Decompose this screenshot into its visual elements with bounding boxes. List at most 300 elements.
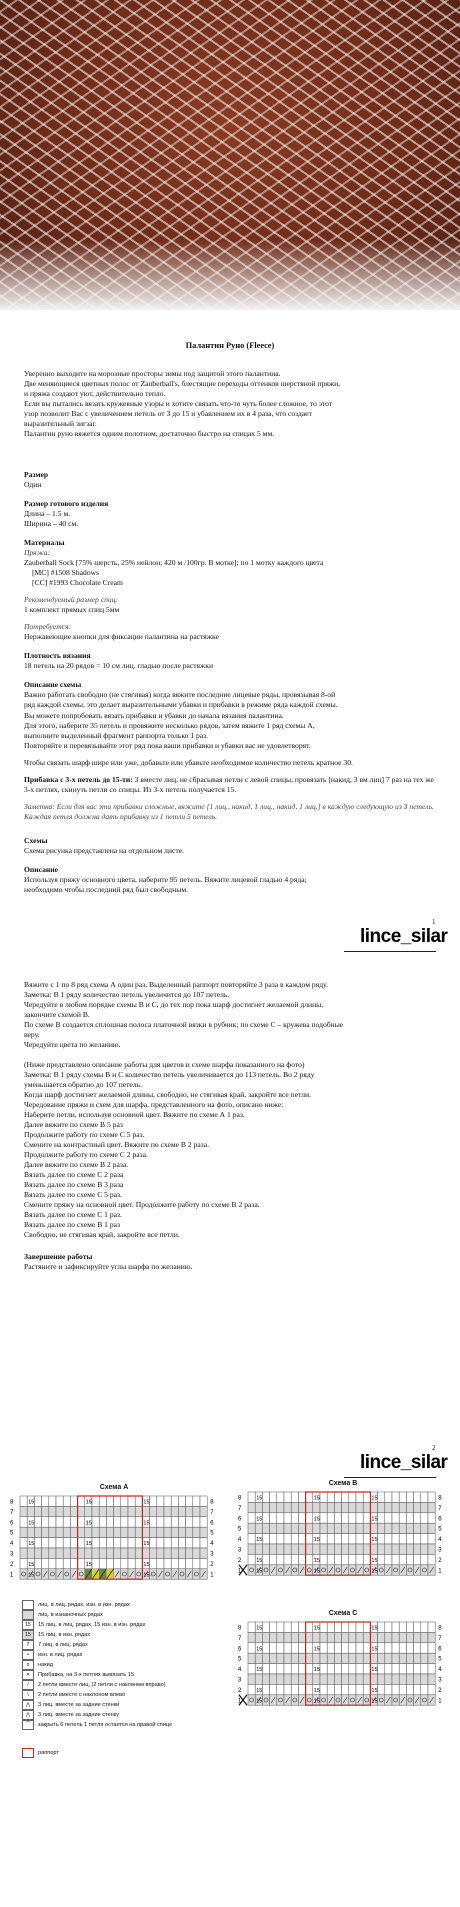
chart-cell xyxy=(392,1684,399,1694)
chart-cell xyxy=(327,1492,334,1502)
chart-cell xyxy=(42,1517,49,1527)
chart-cell xyxy=(106,1506,113,1516)
chart-cell xyxy=(284,1632,291,1642)
chart-cell xyxy=(135,1569,142,1579)
chart-cell xyxy=(342,1492,349,1502)
chart-cell xyxy=(363,1695,370,1705)
page-number-1: 1 xyxy=(432,918,436,926)
row-number: 4 xyxy=(210,1541,214,1548)
chart-cell xyxy=(49,1558,56,1568)
cell-label: 15 xyxy=(85,1541,92,1548)
row-number: 6 xyxy=(210,1520,214,1527)
cell-label: 15 xyxy=(371,1537,378,1544)
chart-cell xyxy=(406,1684,413,1694)
main-color: [MC] #1508 Shadows xyxy=(32,568,100,578)
chart-cell xyxy=(306,1622,313,1632)
chart-cell xyxy=(193,1538,200,1548)
chart-cell xyxy=(70,1496,77,1506)
description2-heading: Описание xyxy=(24,864,59,874)
chart-cell xyxy=(421,1544,428,1554)
needles-value: 1 комплект прямых спиц 5мм xyxy=(24,605,120,615)
chart-cell xyxy=(334,1523,341,1533)
chart-cell xyxy=(106,1538,113,1548)
chart-cell xyxy=(277,1632,284,1642)
chart-cell xyxy=(334,1565,341,1575)
chart-cell xyxy=(186,1548,193,1558)
chart-cell xyxy=(385,1513,392,1523)
instruction-line: Смените пряжу на основной цвет. Продолжите работу по схеме В 2 раза. xyxy=(24,1200,260,1210)
chart-cell xyxy=(135,1527,142,1537)
increase-text xyxy=(24,775,436,795)
chart-cell xyxy=(320,1513,327,1523)
chart-cell xyxy=(277,1513,284,1523)
chart-cell xyxy=(262,1622,269,1632)
chart-cell xyxy=(392,1534,399,1544)
cell-label: 15 xyxy=(256,1495,263,1502)
cell-label: 15 xyxy=(313,1516,320,1523)
chart-cell xyxy=(399,1664,406,1674)
chart-cell xyxy=(334,1684,341,1694)
chart-cell xyxy=(121,1569,128,1579)
chart-cell xyxy=(356,1502,363,1512)
instruction-line: По схеме В создается сплошная полоса платочной вязки в рубчик; по схеме С – кружева подобные xyxy=(24,1020,344,1030)
chart-cell xyxy=(306,1492,313,1502)
intro-line: и пряжа создают уют, действительно тепло. xyxy=(24,389,166,399)
chart-cell xyxy=(378,1554,385,1564)
chart-cell xyxy=(248,1664,255,1674)
row-number: 6 xyxy=(238,1646,242,1653)
width-adjust-text: Чтобы связать шарф шире или уже, добавьте или убавьте необходимое количество петель кратное 30. xyxy=(24,757,353,767)
chart-cell xyxy=(121,1517,128,1527)
chart-cell xyxy=(399,1523,406,1533)
chart-cell xyxy=(378,1653,385,1663)
chart-cell xyxy=(277,1695,284,1705)
cell-label: 15 xyxy=(85,1499,92,1506)
chart-a-title: Схема А xyxy=(99,1484,129,1491)
chart-cell xyxy=(291,1534,298,1544)
chart-cell xyxy=(157,1548,164,1558)
chart-cell xyxy=(164,1496,171,1506)
chart-cell xyxy=(356,1513,363,1523)
chart-cell xyxy=(135,1538,142,1548)
chart-cell xyxy=(378,1523,385,1533)
chart-cell xyxy=(313,1632,320,1642)
chart-cell xyxy=(370,1502,377,1512)
chart-cell xyxy=(414,1554,421,1564)
chart-cell xyxy=(306,1643,313,1653)
chart-cell xyxy=(277,1492,284,1502)
legend-symbol-icon: ⁄ xyxy=(22,1680,34,1690)
chart-cell xyxy=(406,1492,413,1502)
legend-symbol-icon: o xyxy=(22,1660,34,1670)
chart-b xyxy=(236,1480,450,1587)
chart-cell xyxy=(178,1496,185,1506)
chart-cell xyxy=(428,1653,435,1663)
chart-cell xyxy=(99,1496,106,1506)
row-number: 3 xyxy=(238,1677,242,1684)
chart-cell xyxy=(320,1622,327,1632)
chart-cell xyxy=(135,1506,142,1516)
chart-cell xyxy=(414,1534,421,1544)
chart-cell xyxy=(320,1674,327,1684)
chart-cell xyxy=(114,1496,121,1506)
row-number: 2 xyxy=(438,1557,442,1564)
chart-cell xyxy=(406,1544,413,1554)
chart-cell xyxy=(306,1695,313,1705)
chart-cell xyxy=(171,1527,178,1537)
chart-cell xyxy=(392,1513,399,1523)
chart-cell xyxy=(392,1492,399,1502)
chart-cell xyxy=(262,1492,269,1502)
chart-cell xyxy=(298,1544,305,1554)
chart-cell xyxy=(78,1496,85,1506)
chart-cell xyxy=(171,1538,178,1548)
chart-cell xyxy=(42,1527,49,1537)
chart-cell xyxy=(186,1558,193,1568)
cell-label: 15 xyxy=(313,1687,320,1694)
chart-cell xyxy=(63,1527,70,1537)
chart-cell xyxy=(313,1653,320,1663)
chart-cell xyxy=(284,1513,291,1523)
chart-cell xyxy=(157,1538,164,1548)
chart-cell xyxy=(349,1674,356,1684)
chart-cell xyxy=(313,1523,320,1533)
chart-cell xyxy=(248,1684,255,1694)
cell-label: 15 xyxy=(256,1568,263,1575)
chart-cell xyxy=(277,1643,284,1653)
legend-item xyxy=(22,1600,242,1610)
notions-label: Потребуется: xyxy=(24,622,72,632)
size-value: Один xyxy=(24,480,42,490)
row-number: 2 xyxy=(10,1561,14,1568)
chart-cell xyxy=(414,1664,421,1674)
chart-cell xyxy=(248,1502,255,1512)
row-number: 8 xyxy=(10,1499,14,1506)
chart-cell xyxy=(277,1534,284,1544)
chart-cell xyxy=(200,1548,207,1558)
chart-cell xyxy=(178,1548,185,1558)
chart-cell xyxy=(248,1653,255,1663)
row-number: 6 xyxy=(438,1516,442,1523)
description-line: Важно работать свободно (не стягивая) когда вяжите последние лицевые ряды, провязывая 8-ой xyxy=(24,690,336,700)
chart-cell xyxy=(334,1695,341,1705)
chart-cell xyxy=(255,1632,262,1642)
chart-cell xyxy=(277,1565,284,1575)
chart-cell xyxy=(320,1523,327,1533)
chart-cell xyxy=(20,1527,27,1537)
chart-cell xyxy=(320,1695,327,1705)
chart-cell xyxy=(20,1517,27,1527)
chart-cell xyxy=(327,1643,334,1653)
chart-cell xyxy=(406,1534,413,1544)
chart-cell xyxy=(200,1527,207,1537)
chart-cell xyxy=(121,1496,128,1506)
chart-cell xyxy=(56,1527,63,1537)
chart-cell xyxy=(92,1548,99,1558)
contrast-color: [CC] #1993 Chocolate Cream xyxy=(32,578,123,588)
cell-label: 15 xyxy=(28,1520,35,1527)
chart-cell xyxy=(99,1517,106,1527)
cell-label: 15 xyxy=(85,1561,92,1568)
chart-cell xyxy=(306,1684,313,1694)
chart-cell xyxy=(171,1548,178,1558)
chart-cell xyxy=(327,1664,334,1674)
chart-cell xyxy=(121,1506,128,1516)
chart-cell xyxy=(406,1502,413,1512)
instruction-line: Вязать далее по схеме С 2 раза xyxy=(24,1170,124,1180)
chart-cell xyxy=(135,1558,142,1568)
chart-cell xyxy=(262,1534,269,1544)
chart-cell xyxy=(378,1664,385,1674)
chart-cell xyxy=(406,1554,413,1564)
chart-cell xyxy=(150,1496,157,1506)
instruction-line: Далее вяжите по схеме В 5 раз xyxy=(24,1120,123,1130)
legend-label: изн. в лиц. рядах xyxy=(38,1652,83,1658)
chart-cell xyxy=(406,1632,413,1642)
chart-cell xyxy=(42,1538,49,1548)
chart-cell xyxy=(334,1674,341,1684)
chart-cell xyxy=(320,1502,327,1512)
intro-text xyxy=(24,369,436,439)
chart-cell xyxy=(428,1622,435,1632)
chart-cell xyxy=(49,1538,56,1548)
chart-cell xyxy=(327,1674,334,1684)
intro-line: Палантин руно вяжется одним полотном, достаточно быстро на спицах 5 мм. xyxy=(24,429,275,439)
cell-label: 15 xyxy=(371,1698,378,1705)
chart-cell xyxy=(392,1622,399,1632)
chart-cell xyxy=(298,1643,305,1653)
chart-cell xyxy=(428,1513,435,1523)
chart-cell xyxy=(78,1569,85,1579)
chart-cell xyxy=(114,1517,121,1527)
chart-cell xyxy=(34,1506,41,1516)
cell-label: 15 xyxy=(313,1557,320,1564)
chart-cell xyxy=(327,1653,334,1663)
chart-cell xyxy=(121,1538,128,1548)
cell-label: 15 xyxy=(313,1537,320,1544)
chart-cell xyxy=(284,1554,291,1564)
chart-cell xyxy=(270,1544,277,1554)
instruction-line xyxy=(24,1050,436,1060)
chart-cell xyxy=(262,1674,269,1684)
chart-cell xyxy=(248,1632,255,1642)
chart-cell xyxy=(186,1517,193,1527)
chart-cell xyxy=(114,1506,121,1516)
cell-label: 15 xyxy=(256,1667,263,1674)
chart-cell xyxy=(255,1523,262,1533)
instruction-line: Наберите петли, используя основной цвет. Вяжите по схеме А 1 раз. xyxy=(24,1110,245,1120)
legend-item xyxy=(22,1650,242,1660)
description-line: Вы можете попробовать вязать прибавки и убавки до начала вязания палантина. xyxy=(24,710,284,720)
chart-cell xyxy=(399,1622,406,1632)
chart-cell xyxy=(392,1565,399,1575)
chart-cell xyxy=(385,1674,392,1684)
legend-item xyxy=(22,1687,242,1700)
chart-cell xyxy=(363,1684,370,1694)
chart-cell xyxy=(284,1622,291,1632)
description-line: ряд каждой схемы, это делает выразительными убавки и прибавки в режиме ряда каждой схемы. xyxy=(24,700,338,710)
chart-cell xyxy=(298,1684,305,1694)
chart-cell xyxy=(171,1496,178,1506)
chart-cell xyxy=(327,1513,334,1523)
chart-cell xyxy=(277,1502,284,1512)
chart-cell xyxy=(385,1554,392,1564)
chart-cell xyxy=(178,1506,185,1516)
chart-cell xyxy=(428,1554,435,1564)
cell-label: 15 xyxy=(371,1516,378,1523)
chart-cell xyxy=(414,1544,421,1554)
row-number: 1 xyxy=(438,1698,442,1705)
chart-cell xyxy=(49,1517,56,1527)
chart-cell xyxy=(385,1664,392,1674)
description2-line: Используя пряжу основного цвета, наберите 95 петель. Вяжите лицевой гладью 4 ряда; xyxy=(24,874,307,884)
chart-cell xyxy=(200,1496,207,1506)
chart-cell xyxy=(284,1643,291,1653)
chart-cell xyxy=(284,1664,291,1674)
cell-label: 15 xyxy=(371,1687,378,1694)
chart-cell xyxy=(128,1558,135,1568)
chart-cell xyxy=(349,1492,356,1502)
legend-label: Прибавка, на 3-х петлях вывязать 15 xyxy=(38,1672,135,1678)
chart-cell xyxy=(414,1632,421,1642)
chart-cell xyxy=(78,1538,85,1548)
chart-cell xyxy=(291,1523,298,1533)
chart-cell xyxy=(128,1548,135,1558)
chart-cell xyxy=(399,1653,406,1663)
chart-cell xyxy=(414,1622,421,1632)
chart-cell xyxy=(349,1554,356,1564)
chart-cell xyxy=(342,1632,349,1642)
chart-cell xyxy=(320,1664,327,1674)
chart-cell xyxy=(270,1513,277,1523)
chart-cell xyxy=(428,1544,435,1554)
chart-cell xyxy=(378,1684,385,1694)
chart-cell xyxy=(363,1492,370,1502)
chart-cell xyxy=(363,1653,370,1663)
chart-cell xyxy=(128,1506,135,1516)
chart-cell xyxy=(342,1622,349,1632)
chart-cell xyxy=(399,1684,406,1694)
chart-cell xyxy=(421,1554,428,1564)
chart-cell xyxy=(298,1492,305,1502)
chart-cell xyxy=(406,1653,413,1663)
yarn-label: Пряжа: xyxy=(24,548,50,558)
chart-cell xyxy=(363,1632,370,1642)
chart-cell xyxy=(49,1496,56,1506)
chart-cell xyxy=(284,1674,291,1684)
chart-cell xyxy=(291,1492,298,1502)
legend-symbol-icon xyxy=(22,1600,34,1610)
chart-cell xyxy=(99,1506,106,1516)
legend-symbol-icon: \ xyxy=(22,1690,34,1700)
schemes-heading: Схемы xyxy=(24,835,48,845)
chart-cell xyxy=(342,1534,349,1544)
legend-item xyxy=(22,1670,242,1680)
chart-cell xyxy=(421,1523,428,1533)
chart-cell xyxy=(20,1496,27,1506)
chart-cell xyxy=(421,1684,428,1694)
shawl-photo xyxy=(0,0,460,310)
legend-symbol-icon: 15 xyxy=(22,1620,34,1630)
chart-c xyxy=(236,1610,450,1717)
chart-cell xyxy=(193,1558,200,1568)
chart-cell xyxy=(306,1534,313,1544)
chart-cell xyxy=(193,1496,200,1506)
row-number: 6 xyxy=(10,1520,14,1527)
row-number: 7 xyxy=(438,1635,442,1642)
instruction-line: Вяжите с 1 по 8 ряд схема А один раз. Выделенный раппорт повторяйте 3 раза в каждом ряду. xyxy=(24,980,328,989)
legend-label: раппорт xyxy=(38,1750,59,1756)
chart-cell xyxy=(49,1527,56,1537)
chart-cell xyxy=(85,1548,92,1558)
chart-cell xyxy=(349,1513,356,1523)
chart-cell xyxy=(306,1674,313,1684)
chart-cell xyxy=(392,1544,399,1554)
chart-cell xyxy=(363,1664,370,1674)
chart-cell xyxy=(248,1674,255,1684)
cell-label: 15 xyxy=(256,1516,263,1523)
chart-cell xyxy=(342,1544,349,1554)
chart-cell xyxy=(27,1548,34,1558)
page-2-text xyxy=(24,980,436,1240)
chart-cell xyxy=(128,1517,135,1527)
chart-cell xyxy=(349,1534,356,1544)
chart-cell xyxy=(399,1674,406,1684)
chart-cell xyxy=(63,1517,70,1527)
chart-cell xyxy=(421,1643,428,1653)
description2-text xyxy=(24,875,436,895)
chart-cell xyxy=(291,1632,298,1642)
chart-cell xyxy=(378,1534,385,1544)
chart-cell xyxy=(378,1565,385,1575)
chart-cell xyxy=(363,1502,370,1512)
chart-cell xyxy=(70,1517,77,1527)
gauge-value: 18 петель на 20 рядов = 10 см лиц. гладью после растяжки xyxy=(24,661,214,671)
cell-label: 15 xyxy=(313,1568,320,1575)
legend-label: накид xyxy=(38,1662,54,1668)
cell-label: 15 xyxy=(256,1687,263,1694)
cell-label: 15 xyxy=(371,1568,378,1575)
chart-cell xyxy=(363,1544,370,1554)
chart-cell xyxy=(49,1506,56,1516)
chart-cell xyxy=(20,1569,27,1579)
chart-cell xyxy=(349,1684,356,1694)
legend-item xyxy=(22,1660,242,1670)
page-number-2: 2 xyxy=(432,1444,436,1452)
chart-cell xyxy=(356,1674,363,1684)
chart-cell xyxy=(277,1684,284,1694)
chart-cell xyxy=(27,1506,34,1516)
cell-label: 15 xyxy=(371,1557,378,1564)
chart-cell xyxy=(327,1554,334,1564)
row-number: 7 xyxy=(10,1509,14,1516)
chart-cell xyxy=(270,1622,277,1632)
legend-symbol-icon: ⌒ xyxy=(22,1720,34,1730)
chart-cell xyxy=(291,1684,298,1694)
chart-cell xyxy=(399,1544,406,1554)
chart-cell xyxy=(298,1674,305,1684)
chart-cell xyxy=(406,1513,413,1523)
chart-cell xyxy=(150,1569,157,1579)
chart-cell xyxy=(363,1674,370,1684)
instruction-line: Вязать далее по схеме В 3 раза xyxy=(24,1180,124,1190)
chart-cell xyxy=(356,1664,363,1674)
length-value: Длина – 1.5 м. xyxy=(24,509,71,519)
cell-label: 15 xyxy=(143,1561,150,1568)
chart-cell xyxy=(78,1527,85,1537)
chart-cell xyxy=(34,1538,41,1548)
chart-cell xyxy=(63,1558,70,1568)
